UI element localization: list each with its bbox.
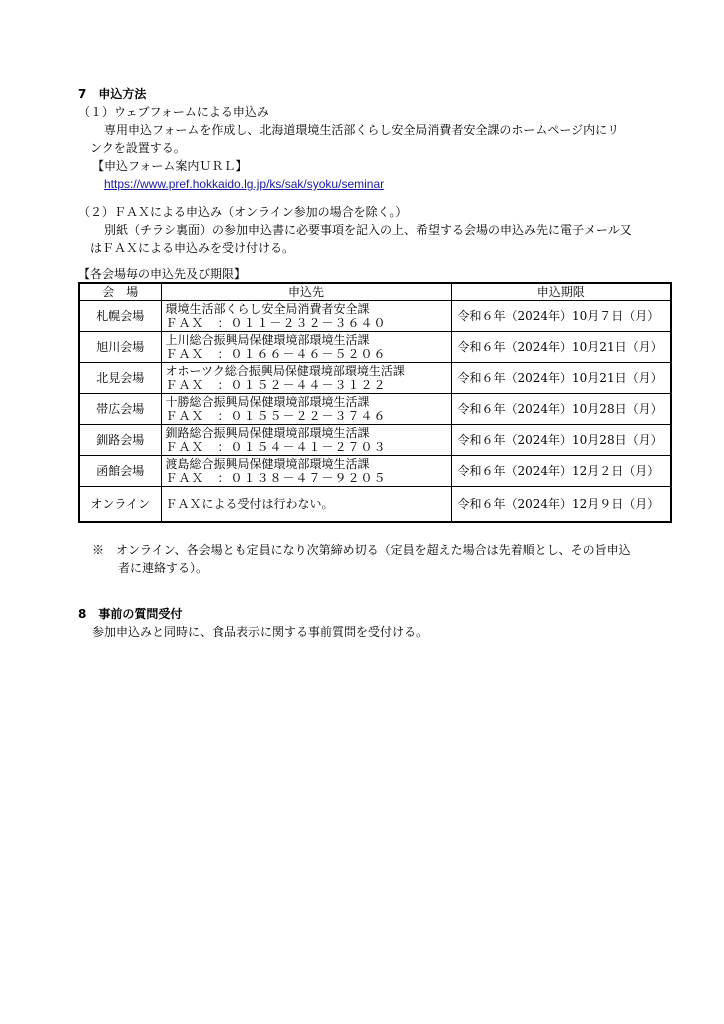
table-row bbox=[79, 301, 671, 332]
note-line1: ※ オンライン、各会場とも定員になり次第締め切る（定員を超えた場合は先着順とし、その旨申込 bbox=[92, 543, 631, 557]
section-8-body: 参加申込みと同時に、食品表示に関する事前質問を受付ける。 bbox=[92, 625, 429, 639]
venue-cell: 帯広会場 bbox=[79, 394, 161, 425]
destination-cell bbox=[161, 394, 451, 425]
table-header-row bbox=[79, 283, 671, 301]
destination-cell bbox=[161, 456, 451, 487]
deadline-cell: 令和６年（2024年）10月７日（月） bbox=[451, 301, 671, 332]
venue-cell: 北見会場 bbox=[79, 363, 161, 394]
header-deadline: 申込期限 bbox=[451, 283, 671, 301]
table-row bbox=[79, 363, 671, 394]
fax-application-title: （２）ＦＡＸによる申込み（オンライン参加の場合を除く。） bbox=[78, 205, 408, 219]
web-application-text-line2: ンクを設置する。 bbox=[90, 141, 186, 155]
venue-cell: オンライン bbox=[79, 487, 161, 523]
web-application-text-line1: 専用申込フォームを作成し、北海道環境生活部くらし安全局消費者安全課のホームページ内にリ bbox=[104, 123, 620, 137]
table-row bbox=[79, 456, 671, 487]
fax-number: ＦＡＸ ：０１５５－２２－３７４６ bbox=[165, 409, 387, 423]
deadline-cell: 令和６年（2024年）12月９日（月） bbox=[451, 487, 671, 523]
table-row bbox=[79, 425, 671, 456]
destination-cell bbox=[161, 363, 451, 394]
deadline-cell: 令和６年（2024年）10月21日（月） bbox=[451, 332, 671, 363]
header-venue: 会 場 bbox=[79, 283, 161, 301]
table-row bbox=[79, 332, 671, 363]
deadline-table bbox=[78, 282, 672, 523]
section-8-heading: 8 事前の質問受付 bbox=[78, 607, 183, 621]
venue-cell: 函館会場 bbox=[79, 456, 161, 487]
fax-number: ＦＡＸ ：０１５４－４１－２７０３ bbox=[165, 440, 387, 454]
deadline-cell: 令和６年（2024年）10月28日（月） bbox=[451, 394, 671, 425]
destination-name: 渡島総合振興局保健環境部環境生活課 bbox=[165, 457, 370, 471]
destination-name: オホーツク総合振興局保健環境部環境生活課 bbox=[165, 364, 405, 378]
header-destination: 申込先 bbox=[161, 283, 451, 301]
destination-cell bbox=[161, 487, 451, 523]
venue-cell: 札幌会場 bbox=[79, 301, 161, 332]
destination-name: 環境生活部くらし安全局消費者安全課 bbox=[165, 302, 370, 316]
section-7-heading: 7 申込方法 bbox=[78, 87, 147, 101]
destination-cell bbox=[161, 332, 451, 363]
fax-number: ＦＡＸ ：０１５２－４４－３１２２ bbox=[165, 378, 387, 392]
fax-application-text-line1: 別紙（チラシ裏面）の参加申込書に必要事項を記入の上、希望する会場の申込み先に電子メール又 bbox=[104, 223, 632, 237]
fax-application-text-line2: はＦＡＸによる申込みを受け付ける。 bbox=[90, 241, 295, 255]
deadline-cell: 令和６年（2024年）10月28日（月） bbox=[451, 425, 671, 456]
fax-number: ＦＡＸ ：０１６６－４６－５２０６ bbox=[165, 347, 387, 361]
web-application-title: （１）ウェブフォームによる申込み bbox=[78, 105, 269, 119]
table-row bbox=[79, 394, 671, 425]
destination-name: 釧路総合振興局保健環境部環境生活課 bbox=[165, 426, 370, 440]
destination-name: 上川総合振興局保健環境部環境生活課 bbox=[165, 333, 370, 347]
fax-number: ＦＡＸ ：０１１－２３２－３６４０ bbox=[165, 316, 387, 330]
table-row bbox=[79, 487, 671, 523]
deadline-cell: 令和６年（2024年）10月21日（月） bbox=[451, 363, 671, 394]
note-line2: 者に連絡する）。 bbox=[118, 561, 209, 575]
url-label: 【申込フォーム案内ＵＲＬ】 bbox=[92, 159, 248, 173]
destination-cell bbox=[161, 301, 451, 332]
destination-name: ＦＡＸによる受付は行わない。 bbox=[165, 497, 334, 511]
application-form-link[interactable]: https://www.pref.hokkaido.lg.jp/ks/sak/syoku/seminar bbox=[104, 177, 385, 191]
destination-cell bbox=[161, 425, 451, 456]
fax-number: ＦＡＸ ：０１３８－４７－９２０５ bbox=[165, 471, 387, 485]
venue-cell: 釧路会場 bbox=[79, 425, 161, 456]
deadline-cell: 令和６年（2024年）12月２日（月） bbox=[451, 456, 671, 487]
venue-cell: 旭川会場 bbox=[79, 332, 161, 363]
destination-name: 十勝総合振興局保健環境部環境生活課 bbox=[165, 395, 370, 409]
table-caption: 【各会場毎の申込先及び期限】 bbox=[78, 267, 247, 281]
